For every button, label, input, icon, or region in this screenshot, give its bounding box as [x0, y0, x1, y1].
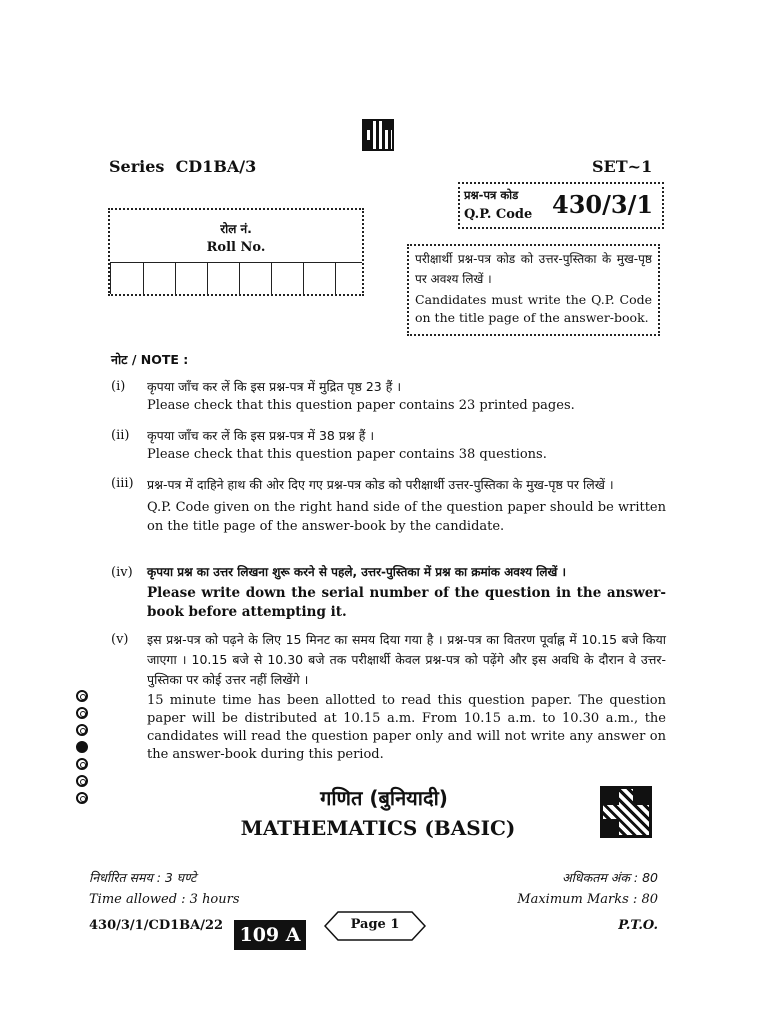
registration-circle-icon — [76, 690, 88, 702]
note-item-number: (ii) — [111, 428, 130, 443]
roll-cell[interactable] — [240, 262, 272, 294]
registration-circle-icon — [76, 707, 88, 719]
roll-cell[interactable] — [272, 262, 304, 294]
qp-code-label-hi: प्रश्न-पत्र कोड — [464, 188, 519, 202]
registration-circle-icon — [76, 758, 88, 770]
paper-code: 430/3/1/CD1BA/22 — [89, 918, 224, 933]
side-qr-code-icon — [600, 786, 652, 838]
qp-code-label-en: Q.P. Code — [464, 207, 533, 222]
roll-cell[interactable] — [144, 262, 176, 294]
qp-instruction-hi: परीक्षार्थी प्रश्न-पत्र कोड को उत्तर-पुस्तिका के मुख-पृष्ठ पर अवश्य लिखें । — [415, 252, 652, 286]
note-item-hi: कृपया प्रश्न का उत्तर लिखना शुरू करने से पहले, उत्तर-पुस्तिका में प्रश्न का क्रमांक अवश्य लिखें । — [147, 565, 566, 579]
set-label: SET~1 — [592, 157, 653, 176]
paper-badge: 109 A — [234, 920, 306, 950]
roll-cell[interactable] — [110, 262, 144, 294]
note-item-number: (i) — [111, 379, 126, 394]
page-number: Page 1 — [350, 917, 400, 932]
qp-instruction-box — [407, 244, 660, 336]
note-item-number: (v) — [111, 632, 129, 647]
top-qr-code-icon — [362, 119, 394, 151]
pto-label: P.T.O. — [618, 918, 658, 933]
qp-code-value: 430/3/1 — [552, 190, 654, 219]
note-item-en: Please check that this question paper contains 23 printed pages. — [147, 398, 575, 413]
note-item-number: (iv) — [111, 565, 133, 580]
note-item-en: Please check that this question paper contains 38 questions. — [147, 447, 547, 462]
note-item-number: (iii) — [111, 476, 134, 491]
note-item — [111, 474, 666, 536]
time-allowed-en: Time allowed : 3 hours — [89, 892, 240, 907]
series-label: Series CD1BA/3 — [109, 157, 257, 176]
note-heading — [111, 351, 188, 368]
note-item-hi: प्रश्न-पत्र में दाहिने हाथ की ओर दिए गए प्रश्न-पत्र कोड को परीक्षार्थी उत्तर-पुस्तिका के मुख-पृष्ठ पर लिखें । — [147, 477, 614, 492]
time-allowed-hi: निर्धारित समय : 3 घण्टे — [89, 870, 197, 885]
note-item-hi: इस प्रश्न-पत्र को पढ़ने के लिए 15 मिनट का समय दिया गया है । प्रश्न-पत्र का वितरण पूर्वाह्न में 10.15 बजे किया जाएगा । 10.15 बजे से 10.30 बजे तक परीक्षार्थी केवल प्रश्न-पत्र को पढ़ेंगे और इस अवधि के दौरान वे उत्तर-पुस्तिका पर कोई उत्तर नहीं लिखेंगे । — [147, 632, 666, 687]
subject-title-hi: गणित (बुनियादी) — [320, 786, 448, 810]
subject-title-en: MATHEMATICS (BASIC) — [240, 816, 516, 840]
note-item-en: Q.P. Code given on the right hand side of the question paper should be written on the title page of the answer-book by the candidate. — [147, 500, 666, 534]
note-item — [111, 426, 666, 464]
registration-circle-icon — [76, 724, 88, 736]
qp-instruction-en: Candidates must write the Q.P. Code on the title page of the answer-book. — [415, 292, 652, 325]
roll-cell[interactable] — [176, 262, 208, 294]
roll-cell[interactable] — [336, 262, 362, 294]
note-heading-text: नोट / NOTE : — [111, 352, 189, 367]
note-item-hi: कृपया जाँच कर लें कि इस प्रश्न-पत्र में मुद्रित पृष्ठ 23 हैं । — [147, 379, 402, 394]
note-item — [111, 377, 666, 415]
note-item — [111, 630, 666, 764]
roll-label-hi: रोल नं. — [220, 222, 252, 236]
registration-circle-filled-icon — [76, 741, 88, 753]
note-item-hi: कृपया जाँच कर लें कि इस प्रश्न-पत्र में 38 प्रश्न हैं । — [147, 428, 375, 443]
note-item-en: 15 minute time has been allotted to read this question paper. The question paper will be distributed at 10.15 a.m. From 10.15 a.m. to 10.30 a.m., the candidates will read the question paper only and will not write any answer on the answer-book during this period. — [147, 693, 666, 762]
note-item-en: Please write down the serial number of the question in the answer-book before attempting it. — [147, 585, 666, 620]
note-item — [111, 563, 666, 622]
roll-cell[interactable] — [208, 262, 240, 294]
roll-label-en: Roll No. — [206, 240, 266, 255]
roll-cell[interactable] — [304, 262, 336, 294]
max-marks-hi: अधिकतम अंक : 80 — [562, 870, 658, 885]
qp-code-box — [458, 182, 664, 229]
max-marks-en: Maximum Marks : 80 — [517, 892, 658, 907]
